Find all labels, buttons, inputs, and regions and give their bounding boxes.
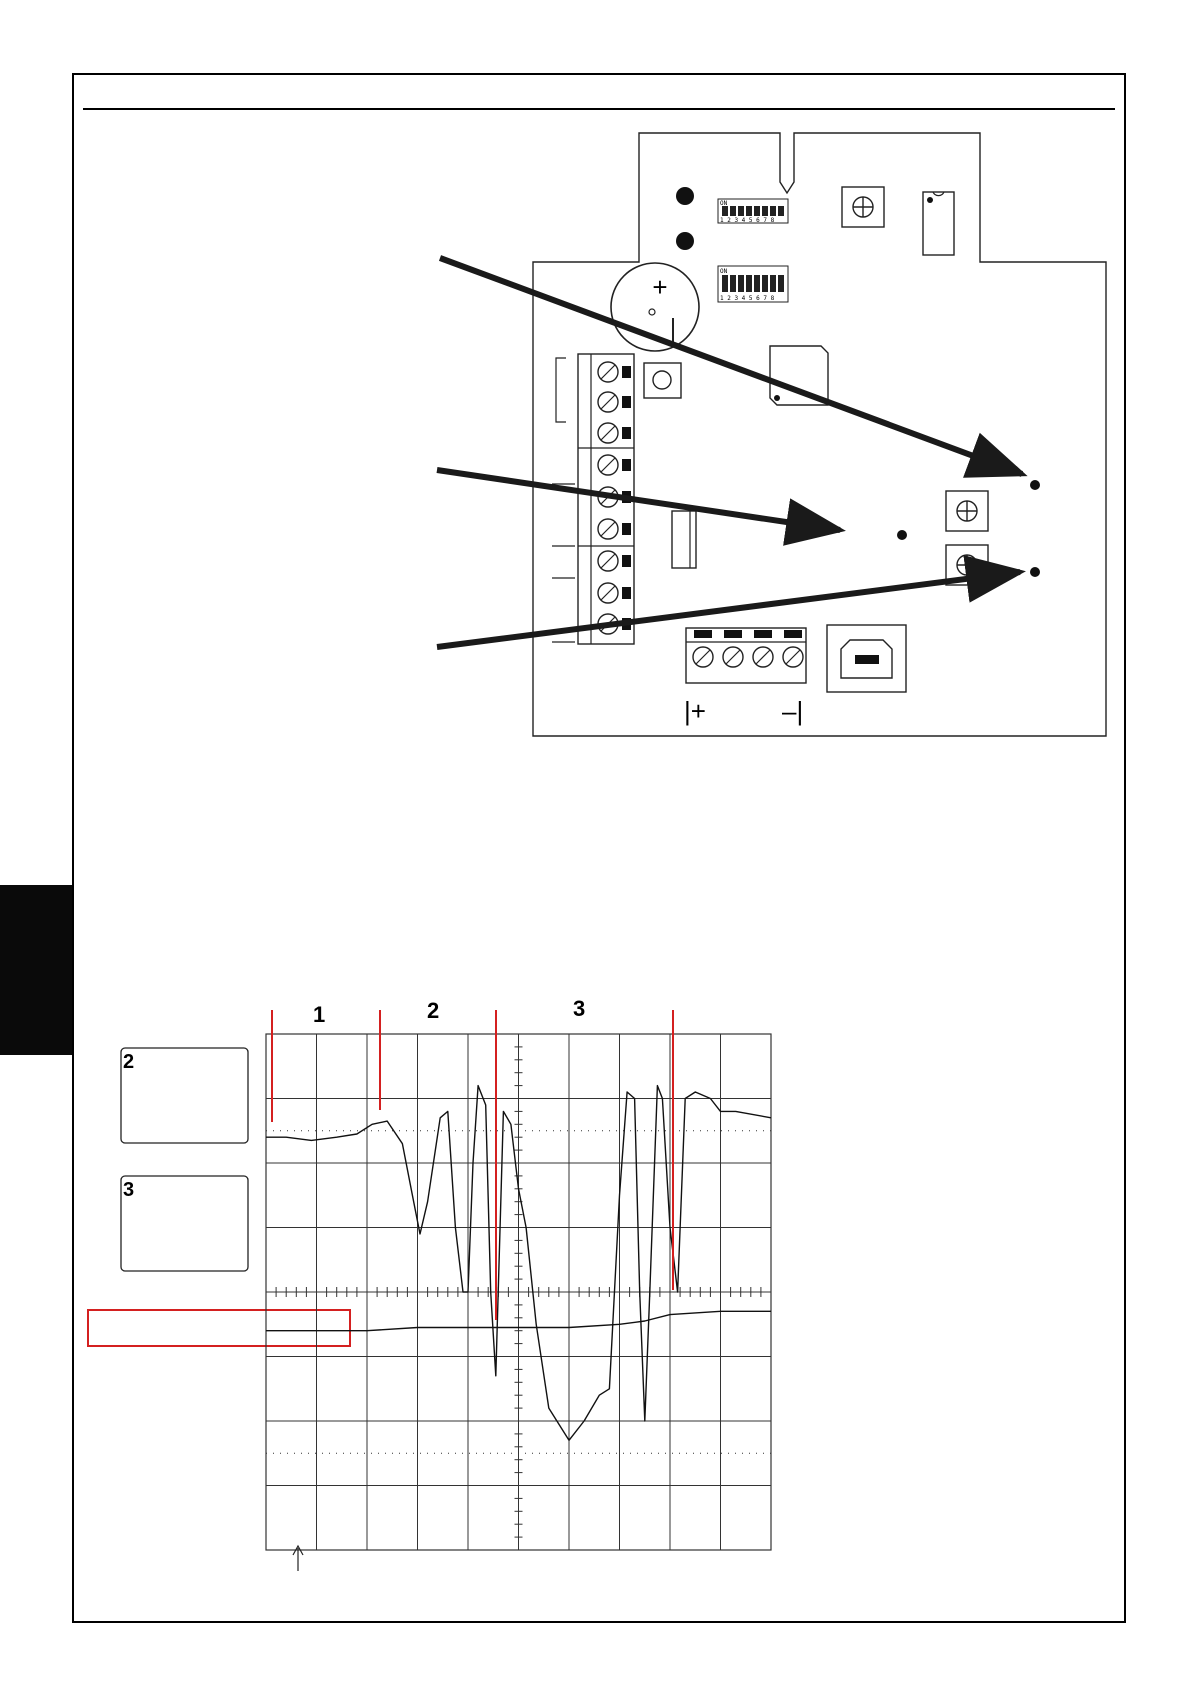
capacitor	[672, 511, 696, 568]
arrow-to-middle-test-point	[437, 470, 840, 530]
test-point	[897, 530, 907, 540]
terminal-screw[interactable]	[598, 362, 631, 382]
ic-chip	[923, 192, 954, 255]
terminal-screw[interactable]	[598, 583, 631, 603]
test-point	[1030, 567, 1040, 577]
level-callout-box	[88, 1310, 350, 1346]
led-indicator	[676, 232, 694, 250]
buzzer-plus-sign: +	[652, 272, 668, 302]
trimmer-top[interactable]	[842, 187, 884, 227]
dip-position-labels: 1 2 3 4 5 6 7 8	[720, 295, 775, 302]
led-indicator	[676, 187, 694, 205]
terminal-screw[interactable]	[598, 455, 631, 475]
test-point	[1030, 480, 1040, 490]
segment-label: 1	[313, 1002, 326, 1027]
dip-on-label: ON	[720, 200, 728, 207]
terminal-screw[interactable]	[598, 423, 631, 443]
channel-box-2	[121, 1048, 248, 1143]
usb-connector[interactable]	[827, 625, 906, 692]
terminal-screw[interactable]	[598, 519, 631, 539]
segment-label: 2	[427, 998, 440, 1023]
segment-label: 3	[573, 996, 586, 1021]
power-minus-label: –|	[782, 696, 804, 726]
dip-on-label: ON	[720, 268, 728, 275]
channel-box-3	[121, 1176, 248, 1271]
channel-3-label: 3	[123, 1179, 135, 1201]
dip-switch-top[interactable]	[718, 199, 788, 224]
circuit-board	[437, 133, 1106, 736]
push-button[interactable]	[644, 363, 681, 398]
terminal-brackets	[552, 358, 575, 642]
dip-switch-bottom[interactable]	[718, 266, 788, 302]
terminal-screw[interactable]	[783, 647, 803, 667]
terminal-screw[interactable]	[598, 392, 631, 412]
scope-screen	[266, 1034, 771, 1550]
power-terminal-block[interactable]	[686, 628, 806, 683]
terminal-screw[interactable]	[753, 647, 773, 667]
pointer-arrows	[437, 258, 1022, 647]
oscilloscope-figure	[88, 996, 771, 1571]
board-outline	[533, 133, 1106, 736]
channel-2-label: 2	[123, 1051, 135, 1073]
power-plus-label: |+	[684, 696, 706, 726]
terminal-screw[interactable]	[723, 647, 743, 667]
terminal-screw[interactable]	[693, 647, 713, 667]
dip-position-labels: 1 2 3 4 5 6 7 8	[720, 217, 775, 224]
trimmer-middle[interactable]	[946, 491, 988, 531]
terminal-screw[interactable]	[598, 551, 631, 571]
